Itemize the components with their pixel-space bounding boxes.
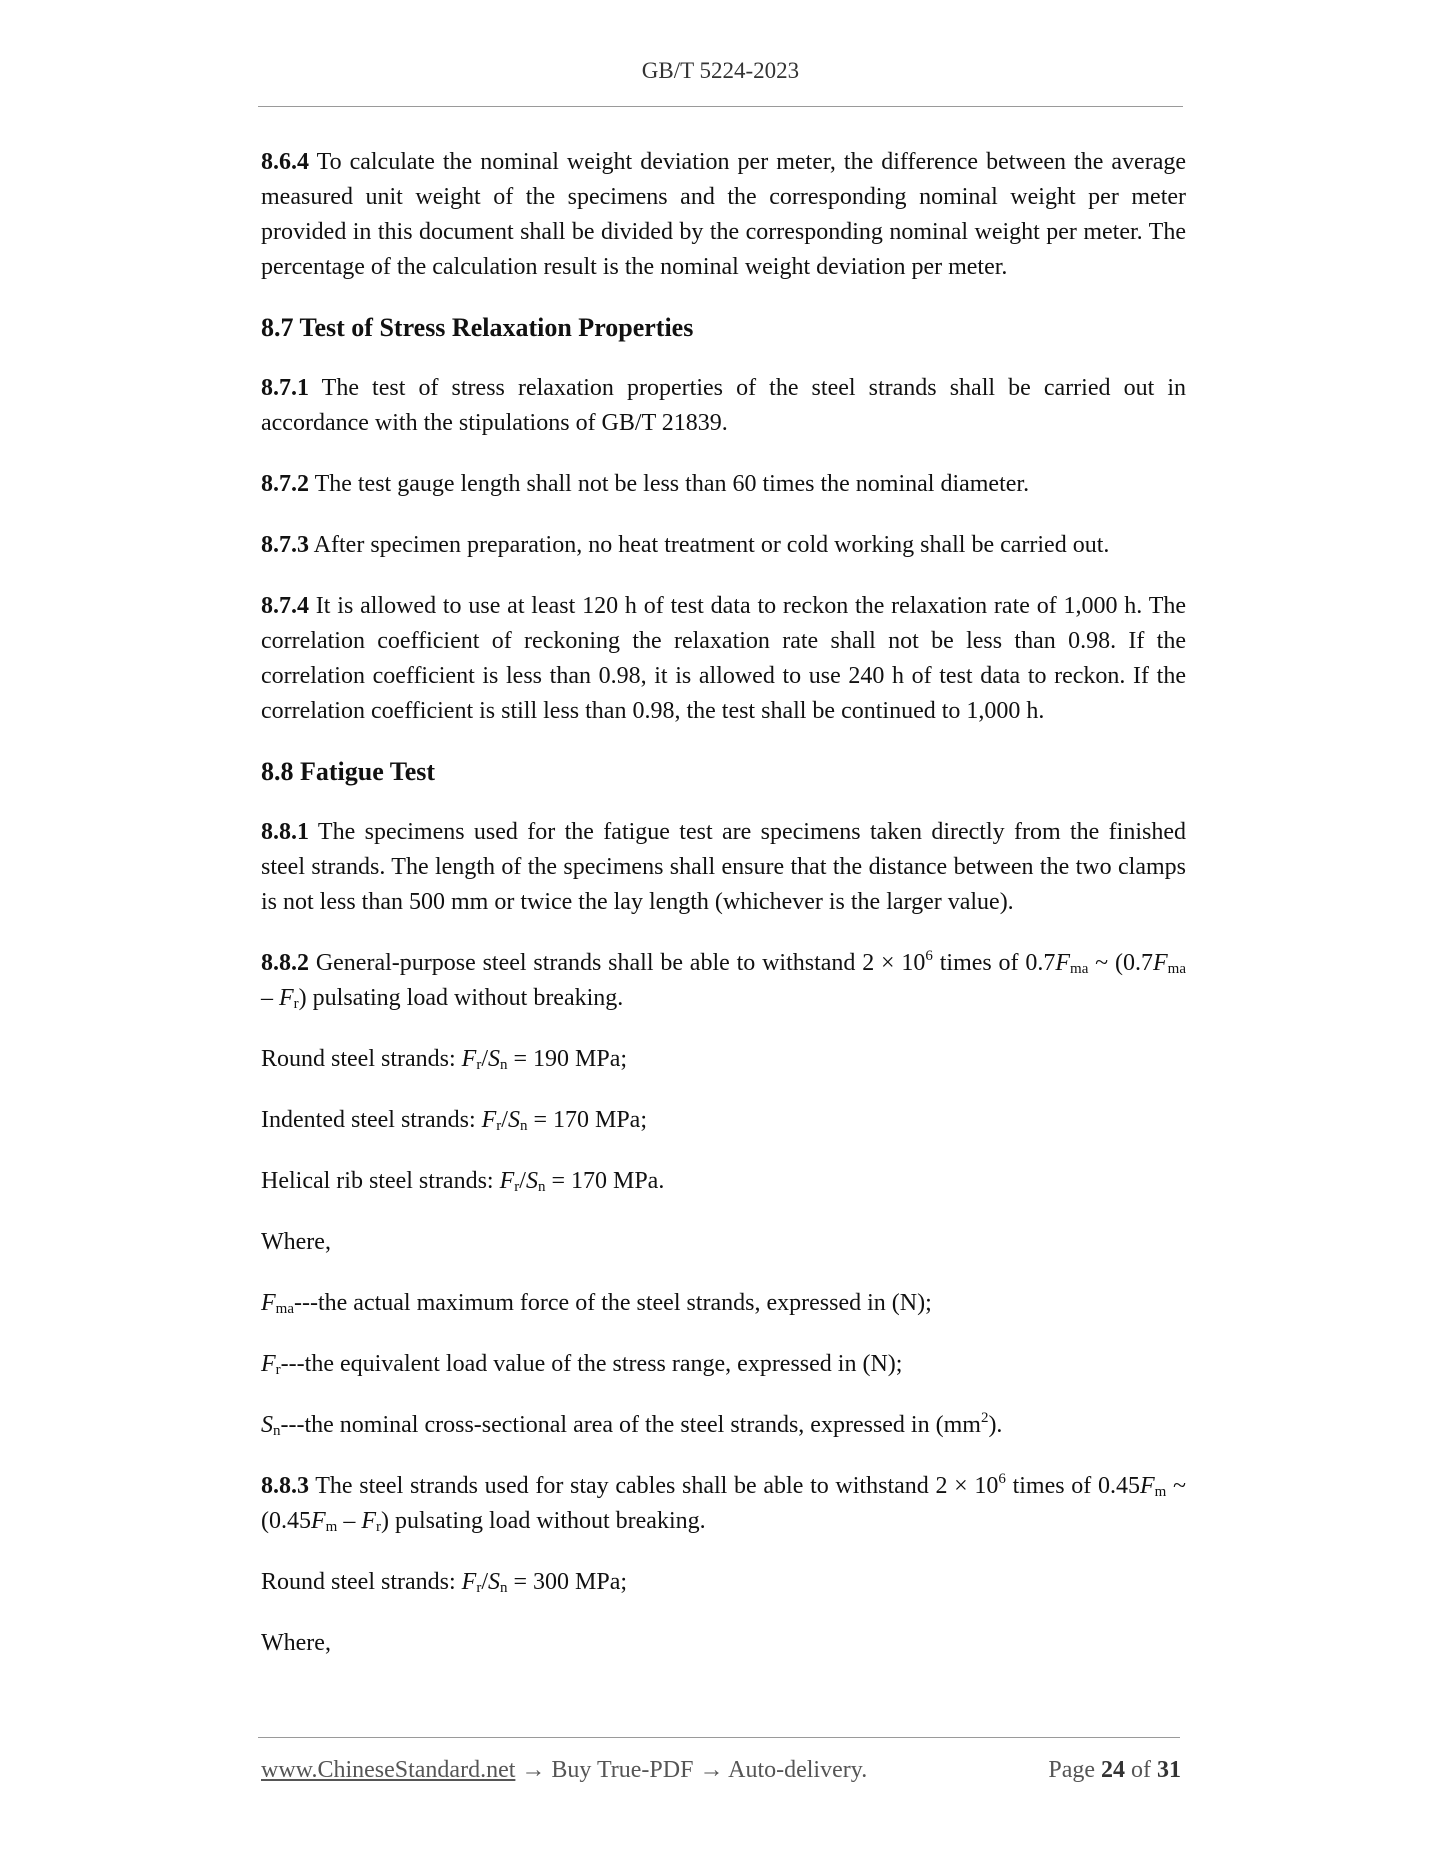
round-strands-formula: Round steel strands: $F_r/S_n = 190$ MPa; [261, 1046, 628, 1073]
footer-promo [261, 1757, 867, 1784]
clause-8-7-2 [261, 467, 1186, 502]
clause-8-8-1 [261, 815, 1186, 920]
clause-number: 8.8.1 [261, 819, 309, 845]
clause-number: 8.8.3 [261, 1473, 309, 1499]
total-pages: 31 [1157, 1757, 1181, 1783]
clause-8-6-4 [261, 145, 1186, 285]
helical-strands-formula: Helical rib steel strands: $F_r/S_n = 170$ MPa. [261, 1168, 665, 1195]
definition-fma: $F_{ma}--$-the actual maximum force of the steel strands, expressed in (N); [261, 1290, 932, 1317]
footer-divider [258, 1737, 1180, 1738]
clause-text: The specimens used for the fatigue test are specimens taken directly from the finished steel strands. The length of the specimens shall ensure that the distance between the two clamps is not less than 500 mm or twice the lay length (whichever is the larger value). [261, 819, 1186, 915]
indented-strands-formula: Indented steel strands: $F_r/S_n = 170$ MPa; [261, 1107, 647, 1134]
page-body [261, 145, 1186, 1687]
header-divider [258, 106, 1183, 107]
clause-number: 8.7.4 [261, 593, 309, 619]
clause-8-8-2: 8.8.2 General-purpose steel strands shall be able to withstand $2 \times 10^6$ times of $0.7F_{ma}$ ~ $(0.7F_{ma} - F_r)$ pulsating load without breaking. [261, 948, 1186, 1012]
heading-8-7: 8.7 Test of Stress Relaxation Properties [261, 313, 694, 342]
clause-number: 8.7.3 [261, 532, 309, 558]
clause-8-8-3: 8.8.3 The steel strands used for stay cables shall be able to withstand $2 \times 10^6$ times of $0.45F_m$ ~ $(0.45F_m - F_r)$ pulsating load without breaking. [261, 1471, 1186, 1535]
clause-number: 8.7.2 [261, 471, 309, 497]
website-link[interactable]: www.ChineseStandard.net [261, 1757, 516, 1783]
clause-8-7-1 [261, 371, 1186, 441]
clause-text: After specimen preparation, no heat treatment or cold working shall be carried out. [309, 532, 1110, 558]
clause-text: To calculate the nominal weight deviation per meter, the difference between the average measured unit weight of the specimens and the corresponding nominal weight per meter provided in this document shall be divided by the corresponding nominal weight per meter. The percentage of the calculation result is the nominal weight deviation per meter. [261, 149, 1186, 280]
where-label: Where, [261, 1229, 331, 1255]
clause-number: 8.8.2 [261, 950, 309, 976]
running-header: GB/T 5224-2023 [641, 58, 800, 83]
clause-8-7-3 [261, 528, 1186, 563]
clause-text: It is allowed to use at least 120 h of test data to reckon the relaxation rate of 1,000 h. The correlation coefficient of reckoning the relaxation rate shall not be less than 0.98. If the correlation coefficient is less than 0.98, it is allowed to use 240 h of test data to reckon. If the correlation coefficient is still less than 0.98, the test shall be continued to 1,000 h. [261, 593, 1186, 724]
round-strands-stay-formula: Round steel strands: $F_r/S_n = 300$ MPa; [261, 1569, 628, 1596]
clause-number: 8.7.1 [261, 375, 309, 401]
page-number: Page 24 of 31 [1048, 1757, 1181, 1783]
clause-text: The test gauge length shall not be less than 60 times the nominal diameter. [309, 471, 1030, 497]
footer-promo-text: → Buy True-PDF → Auto-delivery. [515, 1757, 868, 1783]
definition-fr: $F_r--$-the equivalent load value of the stress range, expressed in (N); [261, 1351, 903, 1378]
clause-number: 8.6.4 [261, 149, 309, 175]
current-page: 24 [1101, 1757, 1125, 1783]
where-label-2: Where, [261, 1630, 331, 1656]
clause-text: The test of stress relaxation properties of the steel strands shall be carried out in accordance with the stipulations of GB/T 21839. [261, 375, 1186, 436]
heading-8-8: 8.8 Fatigue Test [261, 757, 436, 786]
definition-sn: $S_n--$-the nominal cross-sectional area of the steel strands, expressed in $(mm^2)$. [261, 1410, 1003, 1439]
clause-8-7-4 [261, 589, 1186, 729]
